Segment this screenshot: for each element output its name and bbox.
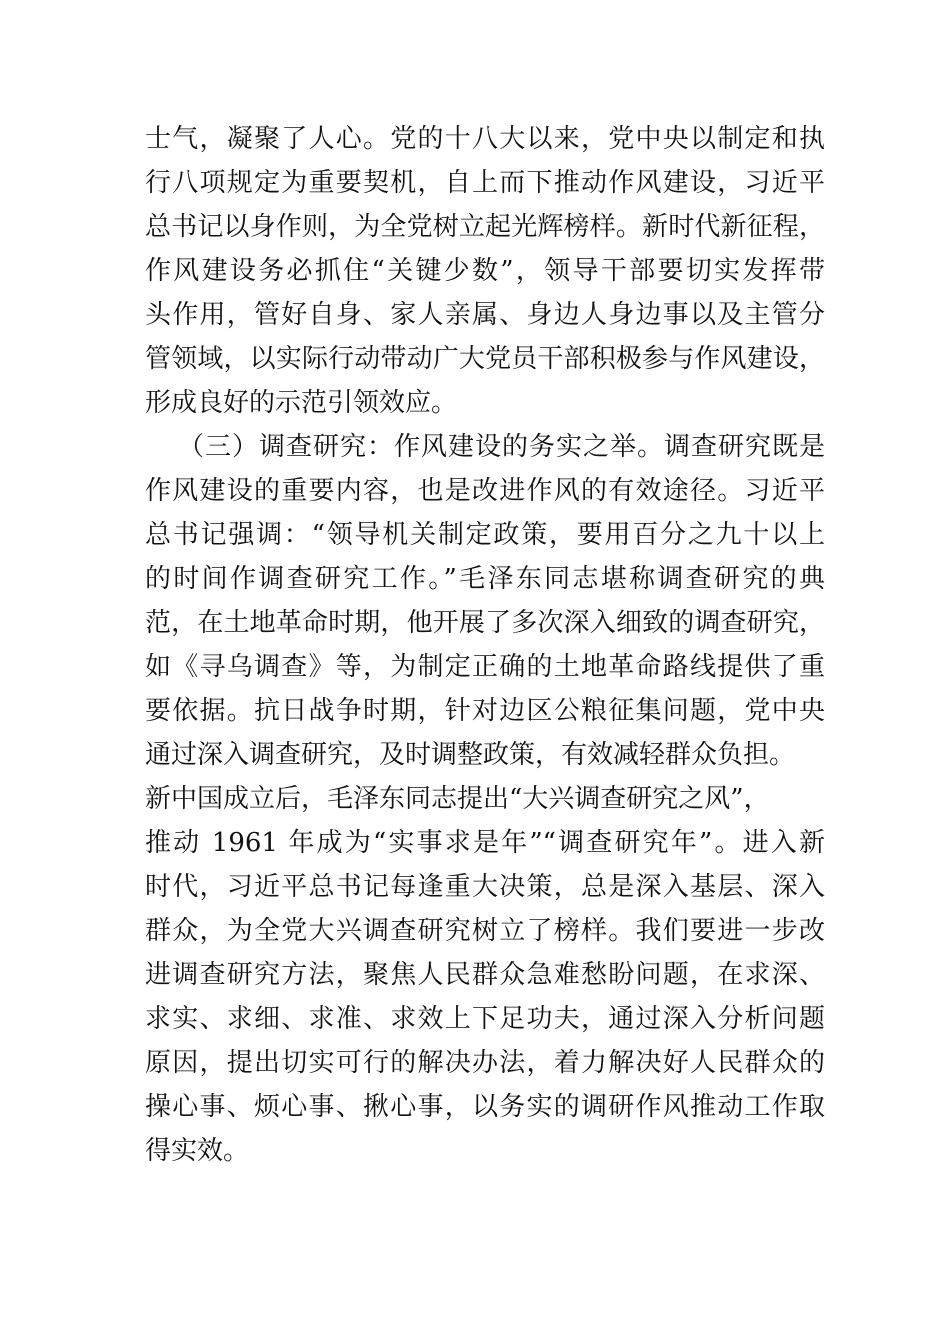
text-line: 的时间作调查研究工作。”毛泽东同志堪称调查研究的典 <box>145 564 825 594</box>
text-line: 头作用，管好自身、家人亲属、身边人身边事以及主管分 <box>145 300 825 330</box>
text-line: 作风建设的重要内容，也是改进作风的有效途径。习近平 <box>145 476 825 506</box>
text-line: 通过深入调查研究，及时调整政策，有效减轻群众负担。 <box>145 740 796 770</box>
paragraph-end-line: 形成良好的示范引领效应。 <box>145 388 458 418</box>
text-line: 行八项规定为重要契机，自上而下推动作风建设，习近平 <box>145 168 825 198</box>
text-line: 群众，为全党大兴调查研究树立了榜样。我们要进一步改 <box>145 916 825 946</box>
text-line: 总书记以身作则，为全党树立起光辉榜样。新时代新征程， <box>145 212 825 242</box>
body-text <box>145 117 825 1173</box>
paragraph-end-line: 得实效。 <box>145 1136 250 1166</box>
text-line: 时代，习近平总书记每逢重大决策，总是深入基层、深入 <box>145 872 825 902</box>
text-line: 士气，凝聚了人心。党的十八大以来，党中央以制定和执 <box>145 124 825 154</box>
text-line: 管领域，以实际行动带动广大党员干部积极参与作风建设， <box>145 344 825 374</box>
text-line: 范，在土地革命时期，他开展了多次深入细致的调查研究， <box>145 608 825 638</box>
section-heading-line: （三）调查研究：作风建设的务实之举。调查研究既是 <box>178 432 825 462</box>
text-line: 原因，提出切实可行的解决办法，着力解决好人民群众的 <box>145 1048 825 1078</box>
text-line: 求实、求细、求准、求效上下足功夫，通过深入分析问题 <box>145 1004 825 1034</box>
text-line: 要依据。抗日战争时期，针对边区公粮征集问题，党中央 <box>145 696 825 726</box>
text-line: 操心事、烦心事、揪心事，以务实的调研作风推动工作取 <box>145 1092 825 1122</box>
text-line: 进调查研究方法，聚焦人民群众急难愁盼问题，在求深、 <box>145 960 825 990</box>
text-line: 如《寻乌调查》等，为制定正确的土地革命路线提供了重 <box>145 652 825 682</box>
text-line: 总书记强调：“领导机关制定政策，要用百分之九十以上 <box>145 520 825 550</box>
text-line: 推动 1961 年成为“实事求是年”“调查研究年”。进入新 <box>145 828 825 858</box>
text-line: 作风建设务必抓住“关键少数”，领导干部要切实发挥带 <box>145 256 825 286</box>
text-line: 新中国成立后，毛泽东同志提出“大兴调查研究之风”， <box>145 784 770 814</box>
